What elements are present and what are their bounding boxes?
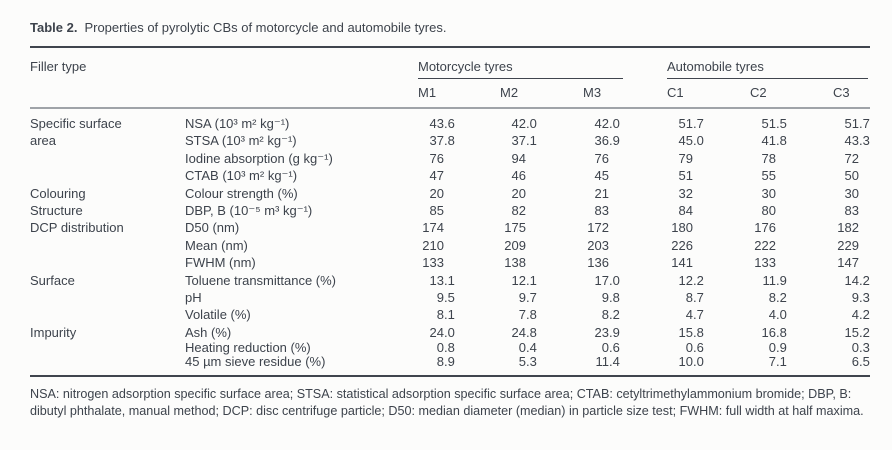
value-cell: 72: [844, 150, 859, 166]
value-cell: 0 .4: [518, 340, 537, 356]
row-group-label: [30, 306, 185, 323]
value-cell: 51 .7: [844, 116, 870, 131]
row-group-label: Surface: [30, 272, 75, 288]
value-cell: 24 .0: [429, 324, 455, 340]
value-cell: 15 .8: [678, 324, 704, 340]
value-cell: 11 .4: [595, 353, 620, 369]
value-cell: 45 .0: [678, 133, 704, 149]
value-cell: 82: [511, 203, 526, 219]
row-group-label: [30, 237, 185, 254]
row-param-label: Toluene transmittance (%): [185, 272, 337, 288]
value-cell: 47: [429, 168, 444, 184]
column-header-m1: M1: [418, 85, 437, 100]
value-cell: 222: [754, 237, 776, 253]
row-group-label: DCP distribution: [30, 220, 124, 236]
column-header-c2: C2: [750, 85, 767, 100]
value-cell: 41 .8: [761, 133, 787, 149]
row-group-label: Impurity: [30, 324, 77, 340]
value-cell: 182: [837, 220, 859, 236]
value-cell: 9 .8: [601, 290, 620, 306]
filler-type-header: Filler type: [30, 59, 87, 74]
value-cell: 136: [587, 255, 609, 271]
value-cell: 32: [678, 185, 693, 201]
value-cell: 23 .9: [594, 324, 620, 340]
value-cell: 141: [671, 255, 693, 271]
value-cell: 76: [594, 150, 609, 166]
value-cell: 4 .2: [851, 307, 870, 323]
value-cell: 174: [422, 220, 444, 236]
value-cell: 80: [761, 203, 776, 219]
row-param-label: D50 (nm): [185, 220, 240, 236]
bottom-rule: [30, 375, 870, 377]
value-cell: 51: [678, 168, 693, 184]
value-cell: 6 .5: [851, 353, 870, 369]
value-cell: 21: [594, 185, 609, 201]
header-spacer: [30, 85, 418, 100]
value-cell: 45: [594, 168, 609, 184]
value-cell: 94: [511, 150, 526, 166]
value-cell: 36 .9: [594, 133, 620, 149]
value-cell: 76: [429, 150, 444, 166]
value-cell: 8 .1: [436, 307, 455, 323]
value-cell: 9 .3: [851, 290, 870, 306]
value-cell: 0 .3: [851, 340, 870, 356]
row-param-label: STSA (10³ m² kg⁻¹): [185, 133, 297, 149]
value-cell: 20: [511, 185, 526, 201]
value-cell: 180: [671, 220, 693, 236]
value-cell: 43 .3: [844, 133, 870, 149]
value-cell: 10 .0: [678, 353, 704, 369]
value-cell: 20: [429, 185, 444, 201]
value-cell: 79: [678, 150, 693, 166]
value-cell: 0 .8: [436, 340, 455, 356]
value-cell: 51 .7: [678, 116, 704, 131]
value-cell: 147: [837, 255, 859, 271]
value-cell: 46: [511, 168, 526, 184]
value-cell: 50: [844, 168, 859, 184]
value-cell: 42 .0: [511, 116, 537, 131]
value-cell: 5 .3: [518, 353, 537, 369]
value-cell: 11 .9: [762, 272, 787, 288]
value-cell: 4 .7: [685, 307, 704, 323]
row-group-label: Colouring: [30, 185, 86, 201]
value-cell: 138: [504, 255, 526, 271]
column-header-c3: C3: [833, 85, 850, 100]
row-param-label: DBP, B (10⁻⁵ m³ kg⁻¹): [185, 203, 313, 219]
value-cell: 229: [837, 237, 859, 253]
group-header-motorcycle: Motorcycle tyres: [418, 59, 623, 79]
value-cell: 9 .7: [518, 290, 537, 306]
value-cell: 24 .8: [511, 324, 537, 340]
value-cell: 55: [761, 168, 776, 184]
row-group-label: [30, 355, 185, 369]
value-cell: 0 .6: [601, 340, 620, 356]
column-header-c1: C1: [667, 85, 684, 100]
value-cell: 37 .1: [511, 133, 537, 149]
top-rule: [30, 46, 870, 48]
value-cell: 43 .6: [429, 116, 455, 131]
value-cell: 12 .1: [511, 272, 537, 288]
row-param-label: Iodine absorption (g kg⁻¹): [185, 150, 333, 166]
row-group-label: [30, 289, 185, 306]
value-cell: 209: [504, 237, 526, 253]
value-cell: 176: [754, 220, 776, 236]
group-header-automobile: Automobile tyres: [667, 59, 868, 79]
value-cell: 226: [671, 237, 693, 253]
value-cell: 7 .8: [518, 307, 537, 323]
value-cell: 14 .2: [844, 272, 870, 288]
value-cell: 172: [587, 220, 609, 236]
value-cell: 8 .9: [436, 353, 455, 369]
row-param-label: Ash (%): [185, 324, 232, 340]
value-cell: 83: [594, 203, 609, 219]
row-param-label: CTAB (10³ m² kg⁻¹): [185, 168, 298, 184]
value-cell: 13 .1: [429, 272, 455, 288]
row-param-label: Volatile (%): [185, 307, 251, 323]
column-header-m3: M3: [583, 85, 602, 100]
row-param-label: Mean (nm): [185, 237, 248, 253]
value-cell: 7 .1: [768, 353, 787, 369]
row-group-label: [30, 167, 185, 184]
row-param-label: Colour strength (%): [185, 185, 298, 201]
value-cell: 15 .2: [844, 324, 870, 340]
value-cell: 30: [761, 185, 776, 201]
value-cell: 175: [504, 220, 526, 236]
header-group-row: [30, 59, 870, 79]
row-param-label: 45 µm sieve residue (%): [185, 353, 326, 369]
value-cell: 84: [678, 203, 693, 219]
value-cell: 9 .5: [436, 290, 455, 306]
table-body: [30, 109, 870, 375]
row-group-label: [30, 254, 185, 271]
row-group-label: [30, 150, 185, 167]
value-cell: 12 .2: [678, 272, 704, 288]
row-group-label: area: [30, 133, 57, 149]
table-footnote: NSA: nitrogen adsorption specific surface area; STSA: statistical adsorption specific surface area; CTAB: cetyltrimethylammonium bromide; DBP, B: dibutyl phthalate, manual method; DCP: disc centrifuge particle; D50: median diameter (median) in particle size test; FWHM: full width at half maxima.: [30, 387, 864, 418]
table-caption: [30, 18, 870, 37]
value-cell: 51 .5: [761, 116, 787, 131]
caption-text: Properties of pyrolytic CBs of motorcycle and automobile tyres.: [84, 20, 447, 35]
table-number: Table 2.: [30, 20, 78, 35]
value-cell: 78: [761, 150, 776, 166]
row-param-label: Heating reduction (%): [185, 340, 311, 356]
header-column-row: [30, 79, 870, 107]
value-cell: 210: [422, 237, 444, 253]
value-cell: 4 .0: [768, 307, 787, 323]
value-cell: 133: [754, 255, 776, 271]
value-cell: 8 .2: [601, 307, 620, 323]
value-cell: 30: [844, 185, 859, 201]
value-cell: 17 .0: [594, 272, 620, 288]
value-cell: 0 .9: [768, 340, 787, 356]
value-cell: 203: [587, 237, 609, 253]
value-cell: 85: [429, 203, 444, 219]
row-param-label: pH: [185, 290, 202, 306]
value-cell: 42 .0: [594, 116, 620, 131]
value-cell: 0 .6: [685, 340, 704, 356]
value-cell: 8 .2: [768, 290, 787, 306]
row-group-label: Specific surface: [30, 116, 122, 131]
row-group-label: [30, 341, 185, 355]
row-param-label: NSA (10³ m² kg⁻¹): [185, 116, 290, 131]
row-param-label: FWHM (nm): [185, 255, 256, 271]
value-cell: 37 .8: [429, 133, 455, 149]
value-cell: 16 .8: [761, 324, 787, 340]
value-cell: 133: [422, 255, 444, 271]
value-cell: 8 .7: [685, 290, 704, 306]
value-cell: 83: [844, 203, 859, 219]
row-group-label: Structure: [30, 203, 83, 219]
column-header-m2: M2: [500, 85, 519, 100]
